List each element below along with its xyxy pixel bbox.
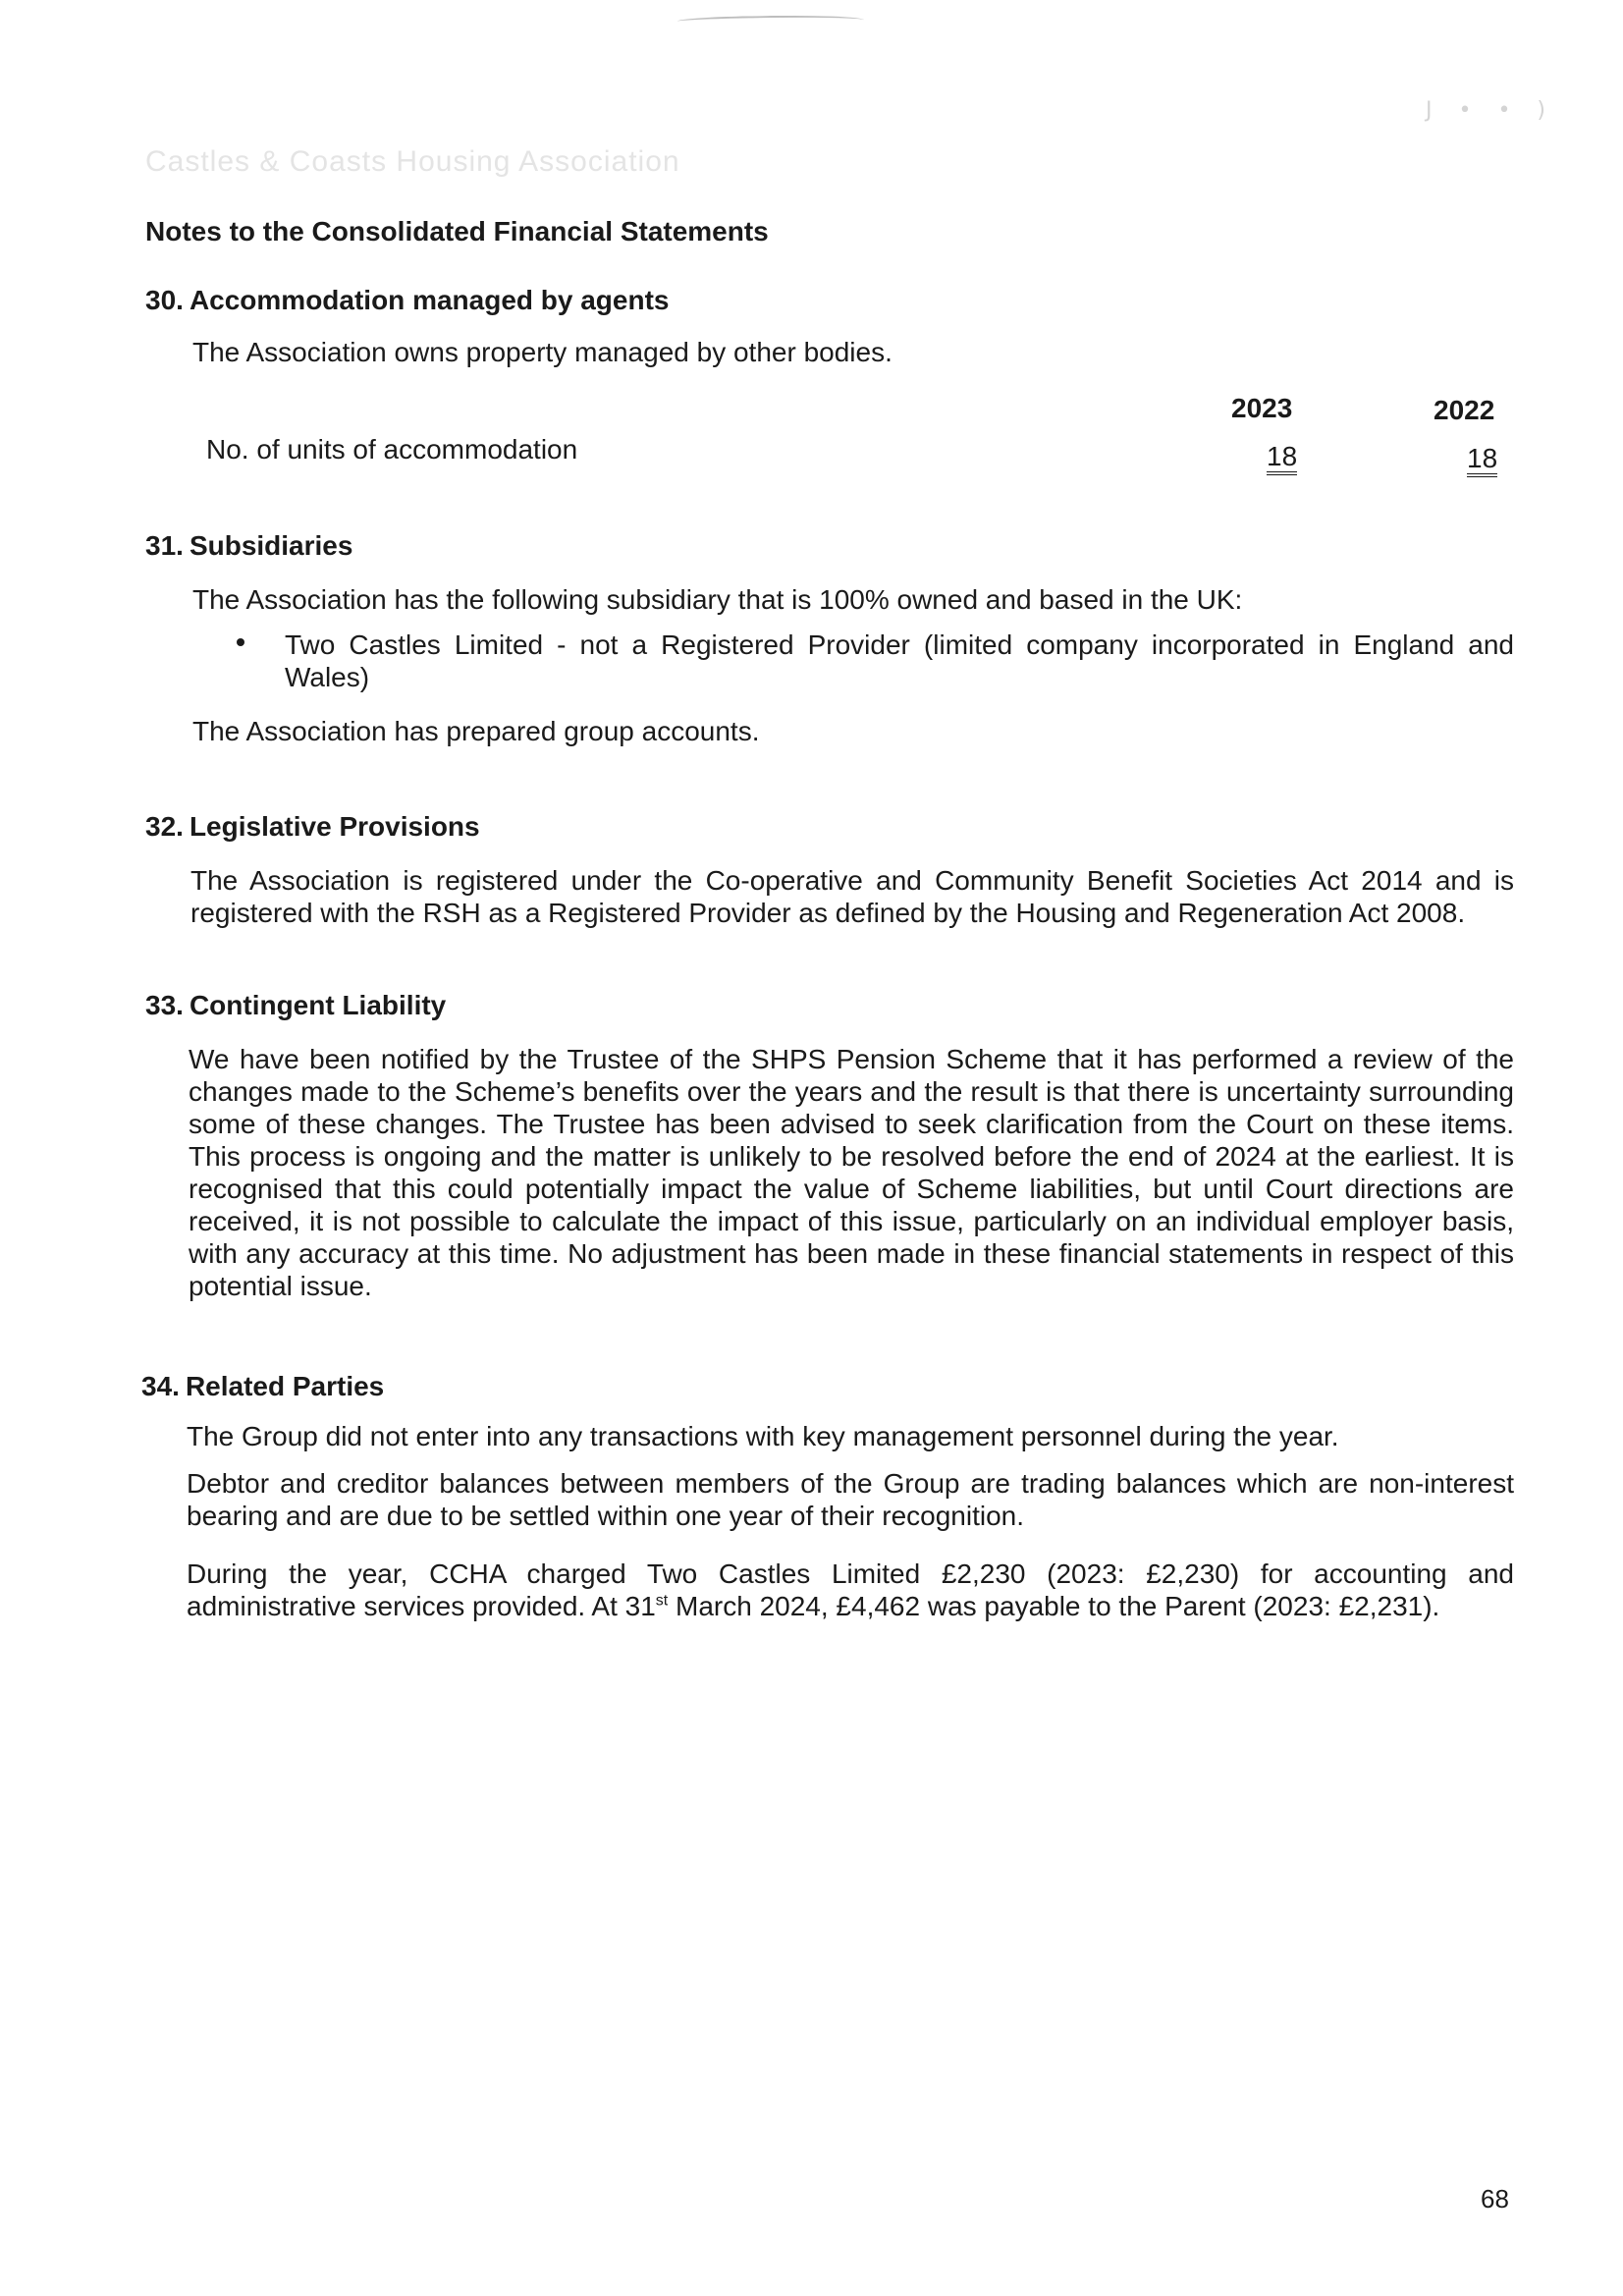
- note-33-number: 33.: [145, 990, 184, 1020]
- note-34-title: Related Parties: [185, 1371, 385, 1401]
- note-32-text: The Association is registered under the Co-operative and Community Benefit Societies Act 2014 and is registered with the RSH as a Registered Provider as defined by the Housing and Regeneration Act 2008.: [190, 865, 1514, 928]
- units-row-label: No. of units of accommodation: [206, 434, 578, 465]
- note-32-heading: [145, 811, 480, 843]
- organisation-watermark: Castles & Coasts Housing Association: [145, 145, 680, 178]
- note-32-number: 32.: [145, 811, 184, 842]
- units-value-2022: 18: [1467, 446, 1497, 477]
- note-33-text: We have been notified by the Trustee of the SHPS Pension Scheme that it has performed a review of the changes made to the Scheme’s benefits over the years and the result is that there is uncertainty surrounding some of these changes. The Trustee has been advised to seek clarification from the Court on these items. This process is ongoing and the matter is unlikely to be resolved before the end of 2024 at the earliest. It is recognised that this could potentially impact the value of Scheme liabilities, but until Court directions are received, it is not possible to calculate the impact of this issue, particularly on an individual employer basis, with any accuracy at this time. No adjustment has been made in these financial statements in respect of this potential issue.: [189, 1044, 1514, 1301]
- column-header-2023: 2023: [1231, 393, 1293, 423]
- note-30-number: 30.: [145, 285, 184, 315]
- note-34-heading: [141, 1371, 384, 1402]
- page-title: Notes to the Consolidated Financial Statements: [145, 216, 769, 246]
- note-31-bullet-item: Two Castles Limited - not a Registered Provider (limited company incorporated in England and Wales): [285, 629, 1514, 692]
- corner-scan-mark: J • • ): [1426, 98, 1556, 123]
- column-header-2022: 2022: [1434, 395, 1495, 425]
- note-31-heading: [145, 530, 352, 562]
- note-30-text: The Association owns property managed by other bodies.: [192, 337, 893, 367]
- note-31-title: Subsidiaries: [189, 530, 353, 561]
- note-32-title: Legislative Provisions: [189, 811, 480, 842]
- note-30-title: Accommodation managed by agents: [189, 285, 670, 315]
- note-34-para-2: Debtor and creditor balances between members of the Group are trading balances which are non-interest bearing and are due to be settled within one year of their recognition.: [187, 1468, 1514, 1531]
- note-34-number: 34.: [141, 1371, 180, 1401]
- note-31-closing: The Association has prepared group accounts.: [192, 716, 760, 746]
- ordinal-suffix: st: [655, 1592, 669, 1610]
- note-34-para-3-start: During the year, CCHA charged Two Castles Limited £2,230 (2023: £2,230) for accounting and administrative services provided. At 31: [187, 1558, 1514, 1621]
- note-30-heading: [145, 285, 669, 316]
- note-33-title: Contingent Liability: [189, 990, 447, 1020]
- units-value-2023: 18: [1267, 444, 1297, 475]
- page-number: 68: [1481, 2184, 1509, 2214]
- note-31-number: 31.: [145, 530, 184, 561]
- note-34-para-1: The Group did not enter into any transactions with key management personnel during the year.: [187, 1421, 1339, 1451]
- note-31-intro: The Association has the following subsidiary that is 100% owned and based in the UK:: [192, 584, 1243, 615]
- bullet-dot: [237, 638, 244, 646]
- scan-artifact: [677, 14, 864, 27]
- note-34-para-3-end: March 2024, £4,462 was payable to the Parent (2023: £2,231).: [668, 1591, 1440, 1621]
- note-34-para-3: [187, 1558, 1514, 1622]
- note-33-heading: [145, 990, 446, 1021]
